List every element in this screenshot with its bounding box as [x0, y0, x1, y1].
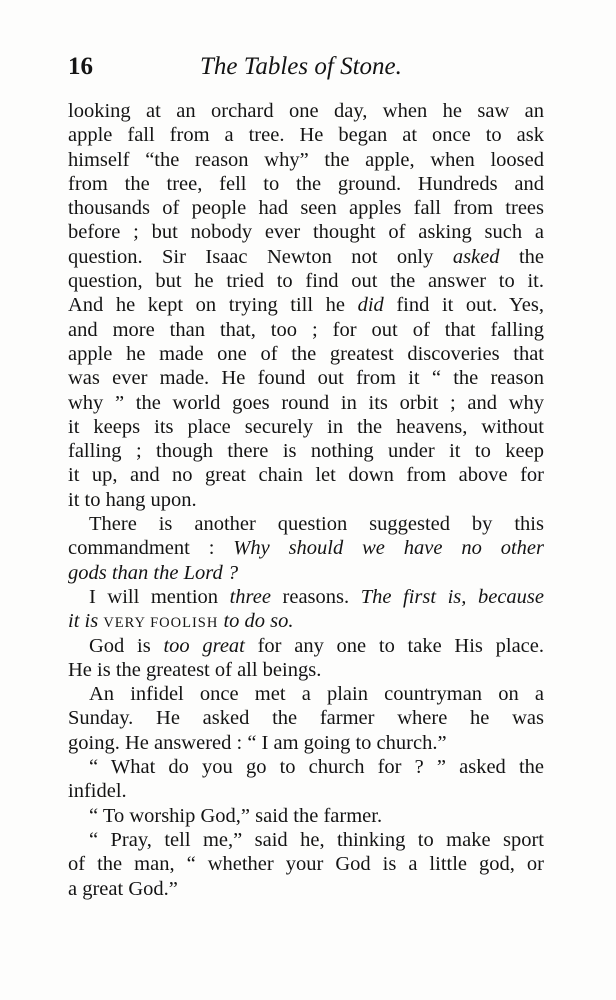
text-line [68, 123, 544, 147]
text-segment: from the tree, fell to the ground. Hundreds and [68, 172, 544, 195]
text-segment: himself “the reason why” the apple, when loosed [68, 148, 544, 171]
text-segment: was ever made. He found out from it “ the reason [68, 367, 544, 390]
text-segment: reasons. [270, 585, 361, 608]
text-line [68, 245, 544, 269]
text-line [68, 585, 544, 609]
text-line [68, 415, 544, 439]
text-segment: find it out. Yes, [383, 294, 545, 317]
text-segment: it to hang upon. [68, 488, 197, 511]
text-line [68, 488, 544, 512]
text-line [68, 755, 544, 779]
running-title: The Tables of Stone. [200, 53, 402, 80]
text-segment: why ” the world goes round in its orbit ; and why [68, 391, 544, 414]
italic-text: three [229, 585, 271, 608]
text-line [68, 658, 544, 682]
text-segment: and more than that, too ; for out of that falling [68, 318, 544, 341]
text-segment: falling ; though there is nothing under it to keep [68, 440, 544, 463]
text-segment: the [499, 245, 545, 268]
body-text [68, 99, 544, 901]
text-segment: apple fall from a tree. He began at once to ask [68, 124, 544, 147]
text-segment: thousands of people had seen apples fall from trees [68, 197, 544, 220]
text-segment: An infidel once met a plain countryman on a [89, 683, 544, 706]
text-segment: question, but he tried to find out the answer to it. [68, 270, 544, 293]
text-line [68, 536, 544, 560]
text-segment: it up, and no great chain let down from above for [68, 464, 544, 487]
text-segment: He is the greatest of all beings. [68, 658, 322, 681]
text-segment: Sunday. He asked the farmer where he was [68, 707, 544, 730]
italic-text: asked [452, 245, 500, 268]
italic-text: too great [163, 634, 245, 657]
text-line [68, 804, 544, 828]
paragraph [68, 682, 544, 755]
text-segment: “ What do you go to church for ? ” asked the [89, 756, 544, 779]
italic-text: Why should we have no other [233, 537, 544, 560]
text-line [68, 439, 544, 463]
italic-text: it is [68, 610, 104, 633]
paragraph [68, 828, 544, 901]
text-segment: God is [89, 634, 164, 657]
text-segment: a great God.” [68, 877, 178, 900]
text-line [68, 609, 544, 633]
text-line [68, 342, 544, 366]
text-line [68, 561, 544, 585]
text-line [68, 852, 544, 876]
text-line [68, 293, 544, 317]
text-line [68, 706, 544, 730]
text-segment: of the man, “ whether your God is a little god, or [68, 853, 544, 876]
text-segment: infidel. [68, 780, 127, 803]
text-line [68, 366, 544, 390]
text-line [68, 634, 544, 658]
page-number: 16 [68, 53, 93, 80]
paragraph [68, 634, 544, 683]
text-line [68, 391, 544, 415]
small-caps-text: VERY FOOLISH [103, 615, 219, 632]
text-line [68, 196, 544, 220]
text-segment: There is another question suggested by this [89, 513, 544, 536]
text-segment: commandment : [68, 537, 234, 560]
text-line [68, 779, 544, 803]
text-segment: “ Pray, tell me,” said he, thinking to make sport [89, 828, 544, 851]
text-segment: question. Sir Isaac Newton not only [68, 245, 453, 268]
text-segment: for any one to take His place. [244, 634, 544, 657]
paragraph [68, 512, 544, 585]
text-segment: it keeps its place securely in the heavens, without [68, 415, 544, 438]
text-line [68, 463, 544, 487]
text-segment: “ To worship God,” said the farmer. [89, 804, 383, 827]
text-line [68, 269, 544, 293]
text-segment: I will mention [89, 585, 230, 608]
paragraph [68, 99, 544, 512]
text-line [68, 877, 544, 901]
text-line [68, 99, 544, 123]
text-line [68, 318, 544, 342]
running-header [68, 50, 543, 84]
italic-text: to do so. [218, 610, 294, 633]
text-line [68, 828, 544, 852]
paragraph [68, 804, 544, 828]
text-line [68, 220, 544, 244]
paragraph [68, 585, 544, 634]
italic-text: gods than the Lord ? [68, 561, 239, 584]
text-segment: And he kept on trying till he [68, 294, 358, 317]
text-line [68, 731, 544, 755]
text-line [68, 682, 544, 706]
text-line [68, 512, 544, 536]
text-line [68, 172, 544, 196]
paragraph [68, 755, 544, 804]
text-line [68, 148, 544, 172]
text-segment: apple he made one of the greatest discoveries that [68, 342, 544, 365]
text-segment: going. He answered : “ I am going to church.” [68, 731, 447, 754]
italic-text: did [357, 294, 384, 317]
italic-text: The first is, because [360, 585, 544, 608]
text-segment: before ; but nobody ever thought of asking such a [68, 221, 544, 244]
text-segment: looking at an orchard one day, when he saw an [68, 100, 544, 122]
